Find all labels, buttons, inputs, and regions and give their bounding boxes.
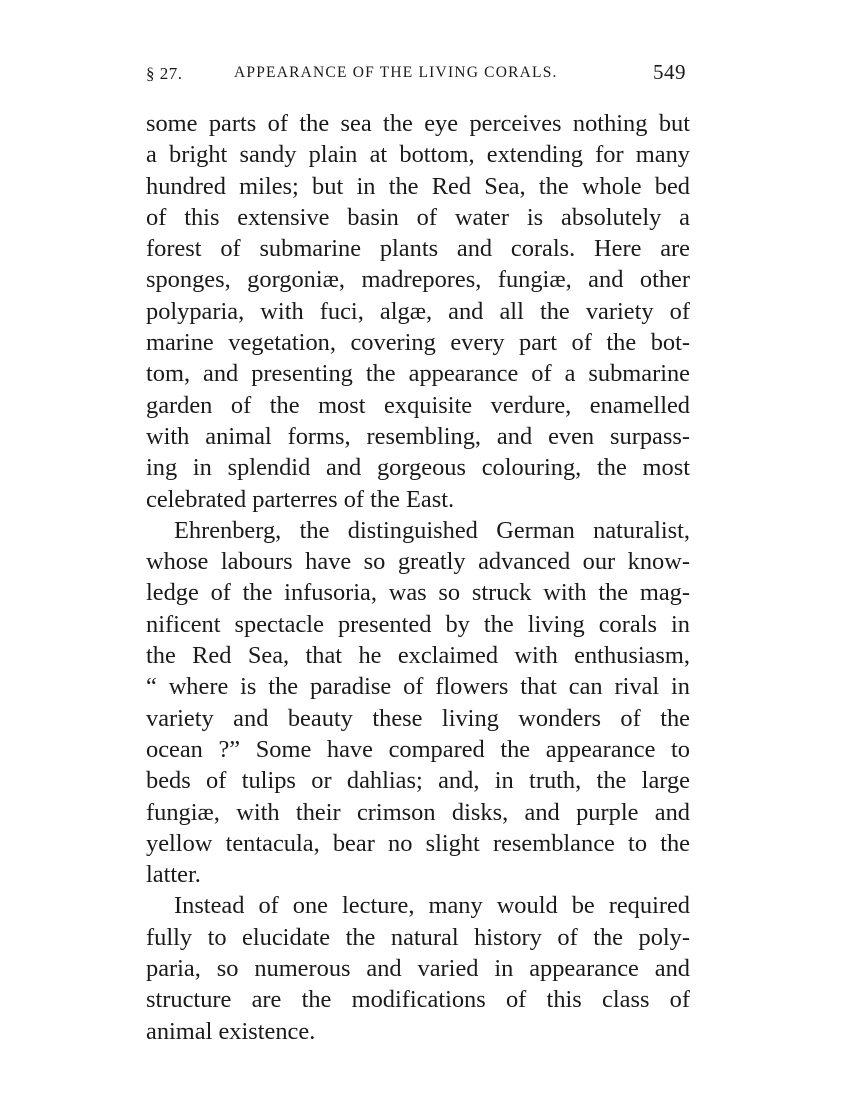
section-number: § 27.: [146, 64, 183, 83]
text-line: sponges, gorgoniæ, madrepores, fungiæ, and other: [146, 266, 690, 294]
text-line: a bright sandy plain at bottom, extending for many: [146, 141, 690, 169]
page-number: 549: [653, 60, 686, 84]
text-line: ocean ?” Some have compared the appearance to: [146, 735, 690, 763]
text-line: ing in splendid and gorgeous colouring, the most: [146, 454, 690, 482]
text-line: structure are the modifications of this class of: [146, 986, 690, 1014]
text-line: garden of the most exquisite verdure, enamelled: [146, 391, 690, 419]
text-line: tom, and presenting the appearance of a submarine: [146, 360, 690, 388]
text-line: Instead of one lecture, many would be required: [174, 892, 690, 920]
text-line: fungiæ, with their crimson disks, and purple and: [146, 798, 690, 826]
running-title: APPEARANCE OF THE LIVING CORALS.: [234, 64, 558, 81]
text-line: variety and beauty these living wonders of the: [146, 704, 690, 732]
text-line: yellow tentacula, bear no slight resemblance to the: [146, 829, 690, 857]
text-line: latter.: [146, 861, 201, 889]
text-line: nificent spectacle presented by the living corals in: [146, 610, 690, 638]
running-head: [146, 60, 690, 94]
text-line: “ where is the paradise of flowers that can rival in: [146, 673, 690, 701]
text-line: animal existence.: [146, 1017, 316, 1045]
text-line: marine vegetation, covering every part of the bot-: [146, 329, 690, 357]
text-line: paria, so numerous and varied in appearance and: [146, 955, 690, 983]
text-line: fully to elucidate the natural history of the poly-: [146, 923, 690, 951]
text-line: with animal forms, resembling, and even surpass-: [146, 422, 690, 450]
paragraph: [146, 515, 690, 891]
book-page: [146, 60, 690, 1047]
text-line: forest of submarine plants and corals. Here are: [146, 235, 690, 263]
text-line: polyparia, with fuci, algæ, and all the variety of: [146, 297, 690, 325]
paragraph: [146, 108, 690, 515]
body-text: [146, 108, 690, 1047]
text-line: of this extensive basin of water is absolutely a: [146, 203, 690, 231]
text-line: beds of tulips or dahlias; and, in truth, the large: [146, 767, 690, 795]
text-line: some parts of the sea the eye perceives nothing but: [146, 110, 690, 137]
text-line: Ehrenberg, the distinguished German naturalist,: [174, 516, 690, 544]
text-line: the Red Sea, that he exclaimed with enthusiasm,: [146, 642, 690, 670]
text-line: celebrated parterres of the East.: [146, 485, 455, 513]
text-line: whose labours have so greatly advanced our know-: [146, 548, 690, 576]
text-line: hundred miles; but in the Red Sea, the whole bed: [146, 172, 690, 200]
text-line: ledge of the infusoria, was so struck with the mag-: [146, 579, 690, 607]
paragraph: [146, 890, 690, 1046]
